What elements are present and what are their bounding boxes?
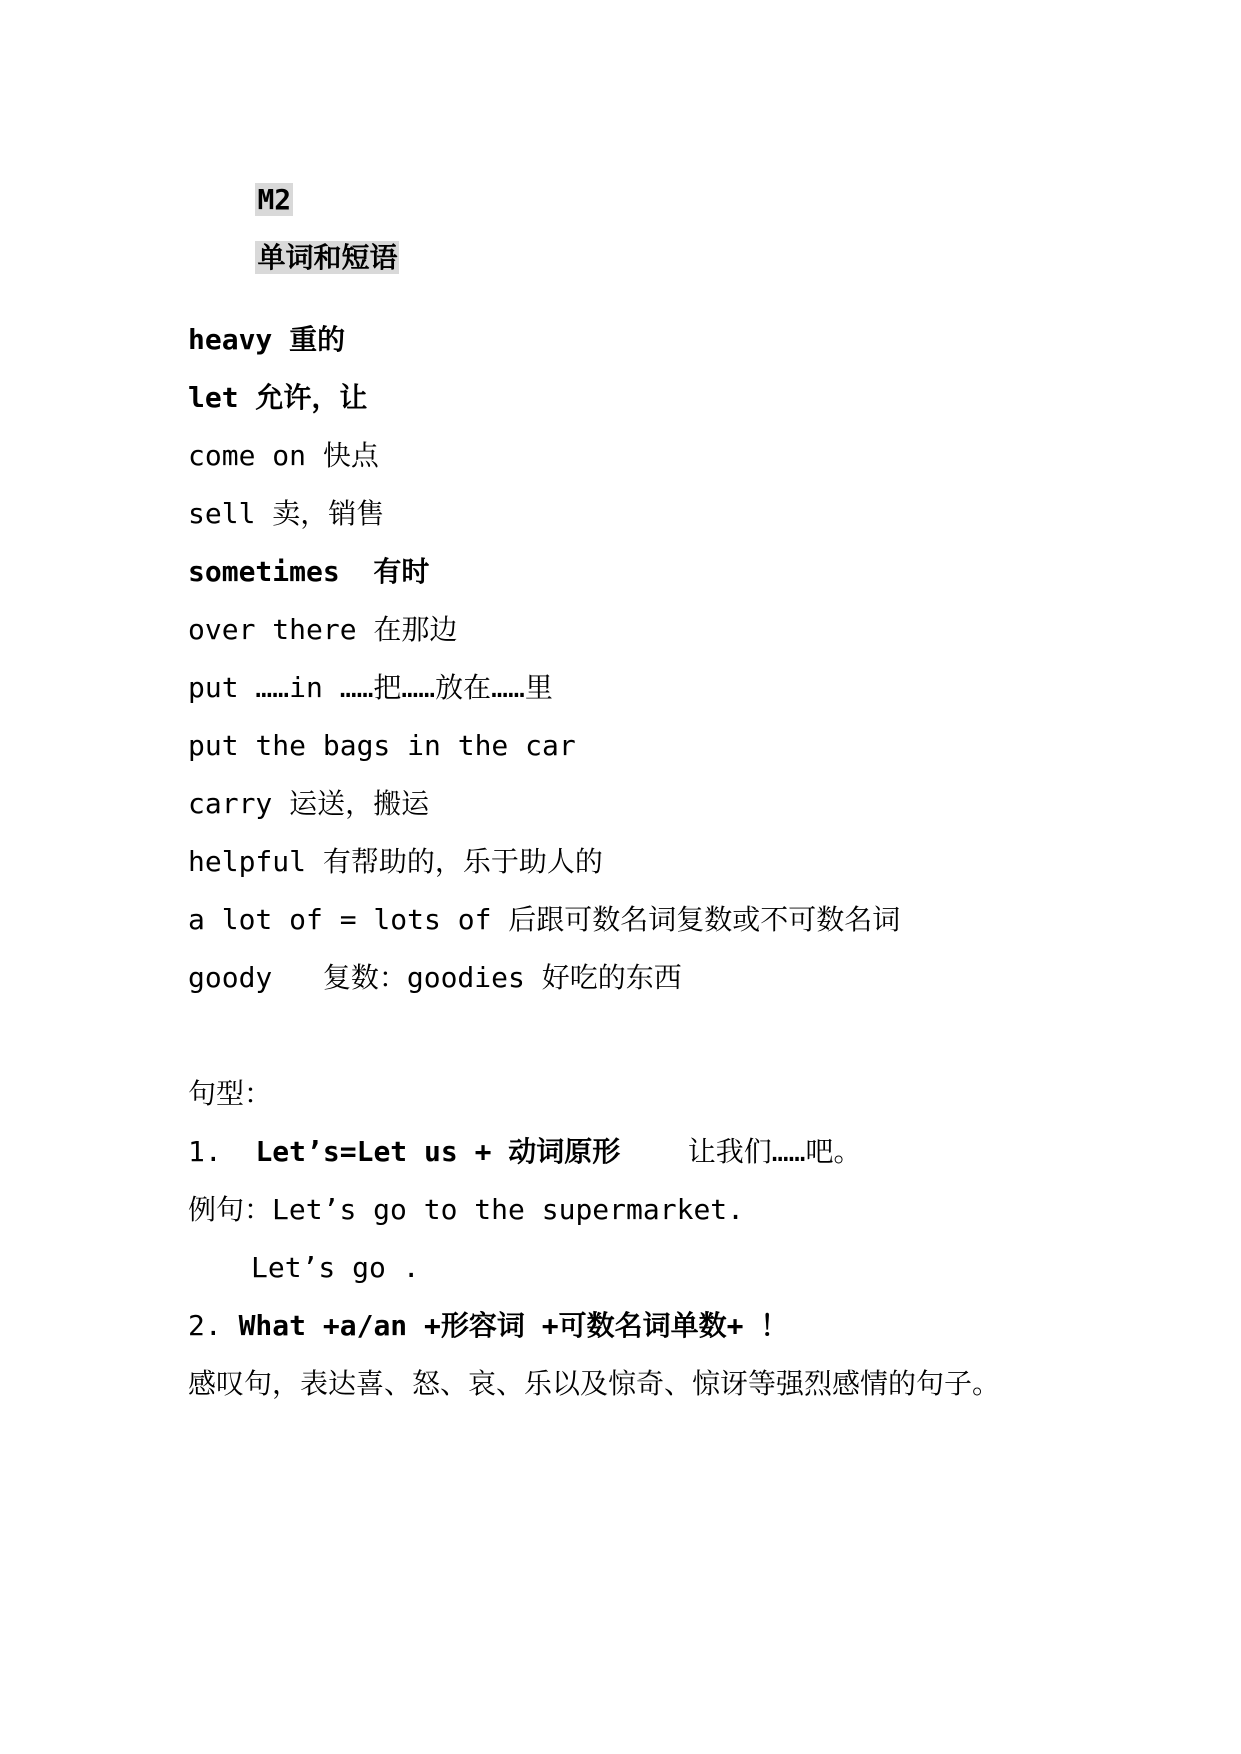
section-title: 单词和短语	[257, 241, 398, 274]
pattern-2	[188, 1308, 788, 1344]
pattern-2-explanation: 感叹句，表达喜、怒、哀、乐以及惊奇、惊讶等强烈感情的句子。	[188, 1367, 1001, 1400]
vocab-item: come on 快点	[188, 439, 379, 472]
vocab-item: let 允许，让	[188, 381, 368, 414]
vocab-item: put ……in ……把……放在……里	[188, 671, 553, 704]
example-label: 例句：	[188, 1193, 273, 1226]
patterns-title: 句型：	[188, 1077, 273, 1110]
vocab-item: over there 在那边	[188, 613, 458, 646]
pattern-2-number: 2.	[188, 1309, 222, 1342]
vocab-item: put the bags in the car	[188, 729, 576, 762]
section-heading	[188, 204, 399, 312]
vocab-item: heavy 重的	[188, 323, 346, 356]
vocab-item: sell 卖，销售	[188, 497, 385, 530]
vocab-item: sometimes 有时	[188, 555, 430, 588]
pattern-1	[188, 1134, 861, 1170]
pattern-2-rule: What +a/an +形容词 +可数名词单数+ ！	[238, 1309, 789, 1342]
vocab-item: carry 运送，搬运	[188, 787, 430, 820]
pattern-1-meaning: 让我们……吧。	[687, 1135, 862, 1168]
pattern-1-number: 1.	[188, 1135, 222, 1168]
vocab-item: a lot of = lots of 后跟可数名词复数或不可数名词	[188, 903, 901, 936]
example-line-1	[188, 1192, 744, 1228]
pattern-1-rule: Let’s=Let us + 动词原形	[255, 1135, 621, 1168]
vocab-item: goody 复数：goodies 好吃的东西	[188, 961, 682, 994]
example-sentence-1: Let’s go to the supermarket.	[272, 1193, 745, 1226]
module-label: M2	[257, 183, 292, 216]
example-sentence-2: Let’s go .	[251, 1251, 420, 1284]
vocab-item: helpful 有帮助的，乐于助人的	[188, 845, 603, 878]
